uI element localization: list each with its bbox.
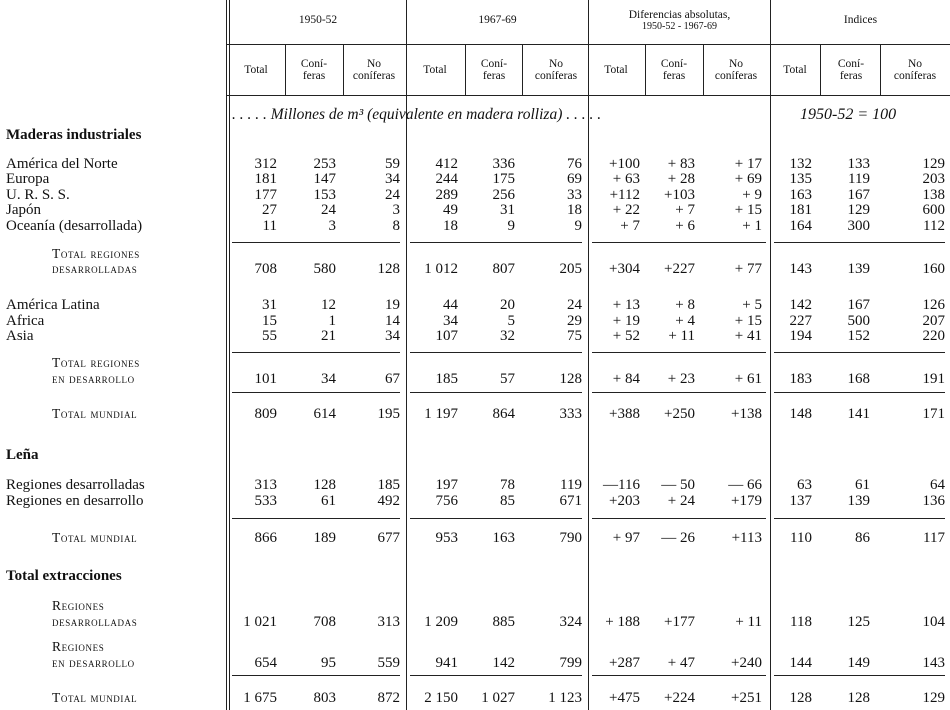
group-header-diff [589, 9, 770, 33]
table-cell: 152 [847, 328, 870, 344]
table-cell: 27 [262, 202, 277, 218]
table-cell: 125 [847, 614, 870, 630]
table-cell: +113 [731, 530, 762, 546]
column-header [342, 58, 406, 82]
table-cell: 185 [377, 477, 400, 493]
table-cell: 220 [922, 328, 945, 344]
table-cell: 12 [321, 297, 336, 313]
table-cell: 147 [313, 171, 336, 187]
column-header-line1: Total [423, 64, 447, 76]
table-cell: 197 [435, 477, 458, 493]
table-cell: 86 [855, 530, 870, 546]
row-label-total-mundial-industrial: Total mundial [52, 406, 138, 421]
table-cell: 24 [385, 187, 400, 203]
table-cell: + 77 [734, 261, 762, 277]
table-cell: + 11 [668, 328, 695, 344]
subtotal-rule [774, 242, 945, 243]
units-right: 1950-52 = 100 [800, 106, 897, 123]
column-header [763, 64, 827, 76]
table-cell: 117 [923, 530, 945, 546]
table-cell: 5 [507, 313, 515, 329]
section-title-total-extracciones: Total extracciones [6, 568, 122, 584]
table-cell: 500 [847, 313, 870, 329]
column-header-line1: Total [244, 64, 268, 76]
table-cell: 57 [500, 371, 515, 387]
table-cell: 128 [847, 690, 870, 706]
column-header-line1: Coní- [660, 58, 688, 70]
table-cell: 136 [922, 493, 945, 509]
column-header-line2: coníferas [352, 70, 396, 82]
table-cell: 191 [922, 371, 945, 387]
column-header-line1: No [548, 58, 564, 70]
table-cell: 185 [435, 371, 458, 387]
table-cell: +475 [609, 690, 640, 706]
table-cell: + 28 [667, 171, 695, 187]
column-header-line2: feras [839, 70, 863, 82]
subtotal-rule [592, 675, 766, 676]
table-cell: 799 [559, 655, 582, 671]
table-cell: 312 [254, 156, 277, 172]
column-header-line1: No [728, 58, 744, 70]
table-cell: 133 [847, 156, 870, 172]
table-cell: 129 [847, 202, 870, 218]
group-header-indices: Indices [843, 14, 878, 26]
table-cell: 128 [313, 477, 336, 493]
row-label-total-mundial-lena: Total mundial [52, 530, 138, 545]
table-cell: 55 [262, 328, 277, 344]
table-cell: 67 [385, 371, 400, 387]
table-cell: 20 [500, 297, 515, 313]
table-cell: 18 [567, 202, 582, 218]
table-cell: 132 [789, 156, 812, 172]
table-cell: + 52 [612, 328, 640, 344]
column-header [282, 58, 346, 82]
group-header-1950: 1950-52 [298, 14, 338, 26]
row-label-africa: Africa [6, 313, 45, 329]
column-header [584, 64, 648, 76]
table-cell: 129 [922, 690, 945, 706]
table-cell: 15 [262, 313, 277, 329]
table-cell: 128 [559, 371, 582, 387]
section-title-lena: Leña [6, 447, 39, 463]
column-header [883, 58, 947, 82]
rule-h-cols [226, 95, 950, 96]
table-cell: 34 [385, 171, 400, 187]
table-cell: 207 [922, 313, 945, 329]
column-header-line1: Coní- [480, 58, 508, 70]
table-cell: 44 [443, 297, 458, 313]
table-cell: 807 [492, 261, 515, 277]
table-cell: + 97 [612, 530, 640, 546]
table-cell: 135 [789, 171, 812, 187]
table-cell: 195 [377, 406, 400, 422]
table-cell: 1 027 [481, 690, 515, 706]
column-header [224, 64, 288, 76]
table-cell: 941 [435, 655, 458, 671]
table-cell: + 47 [667, 655, 695, 671]
table-cell: 59 [385, 156, 400, 172]
table-cell: 189 [313, 530, 336, 546]
row-label-ext-desarrolladas-1: Regiones [52, 598, 105, 613]
column-header-line2: coníferas [714, 70, 758, 82]
column-header [403, 64, 467, 76]
subtotal-rule [592, 352, 766, 353]
row-label-total-desarrolladas-1: Total regiones [52, 246, 140, 261]
table-cell: 167 [847, 297, 870, 313]
row-label-japon: Japón [6, 202, 41, 218]
table-cell: + 63 [612, 171, 640, 187]
table-cell: 95 [321, 655, 336, 671]
table-cell: 864 [492, 406, 515, 422]
table-cell: 34 [321, 371, 336, 387]
table-cell: 144 [789, 655, 812, 671]
table-cell: +227 [664, 261, 695, 277]
table-cell: + 19 [612, 313, 640, 329]
table-cell: 33 [567, 187, 582, 203]
table-cell: 139 [847, 261, 870, 277]
table-cell: 163 [789, 187, 812, 203]
table-cell: 18 [443, 218, 458, 234]
table-cell: 19 [385, 297, 400, 313]
table-cell: 580 [313, 261, 336, 277]
table-cell: + 15 [734, 202, 762, 218]
table-cell: 76 [567, 156, 582, 172]
row-label-lena-desarrolladas: Regiones desarrolladas [6, 477, 145, 493]
table-cell: 2 150 [424, 690, 458, 706]
table-cell: + 83 [667, 156, 695, 172]
row-label-america-latina: América Latina [6, 297, 100, 313]
table-cell: 790 [559, 530, 582, 546]
table-cell: 31 [262, 297, 277, 313]
table-cell: +103 [664, 187, 695, 203]
rule-h-groups [226, 44, 950, 45]
table-cell: 128 [789, 690, 812, 706]
row-label-total-desarrollo-1: Total regiones [52, 355, 140, 370]
column-header-line1: Total [604, 64, 628, 76]
table-cell: 119 [560, 477, 582, 493]
table-cell: 3 [328, 218, 336, 234]
table-cell: 163 [492, 530, 515, 546]
subtotal-rule [232, 392, 400, 393]
table-cell: 708 [254, 261, 277, 277]
table-cell: 492 [377, 493, 400, 509]
table-cell: 142 [492, 655, 515, 671]
column-header-line1: Total [783, 64, 807, 76]
table-cell: 3 [392, 202, 400, 218]
table-cell: 107 [435, 328, 458, 344]
row-label-oceania: Oceanía (desarrollada) [6, 218, 143, 234]
table-cell: 256 [492, 187, 515, 203]
table-cell: 194 [789, 328, 812, 344]
row-label-america-norte: América del Norte [6, 156, 118, 172]
table-cell: 1 675 [243, 690, 277, 706]
table-cell: 866 [254, 530, 277, 546]
table-cell: 21 [321, 328, 336, 344]
subtotal-rule [774, 352, 945, 353]
table-cell: +100 [609, 156, 640, 172]
table-cell: 14 [385, 313, 400, 329]
table-cell: 119 [848, 171, 870, 187]
column-header [642, 58, 706, 82]
table-cell: 412 [435, 156, 458, 172]
column-header-line2: feras [482, 70, 506, 82]
table-cell: +203 [609, 493, 640, 509]
table-cell: 78 [500, 477, 515, 493]
row-label-total-mundial-ext: Total mundial [52, 690, 138, 705]
table-cell: + 11 [735, 614, 762, 630]
table-cell: +287 [609, 655, 640, 671]
table-cell: 708 [313, 614, 336, 630]
table-cell: +179 [731, 493, 762, 509]
table-cell: 112 [923, 218, 945, 234]
table-cell: 205 [559, 261, 582, 277]
column-header-line1: Coní- [837, 58, 865, 70]
table-cell: + 24 [667, 493, 695, 509]
table-cell: 171 [922, 406, 945, 422]
table-cell: 129 [922, 156, 945, 172]
table-cell: 85 [500, 493, 515, 509]
rule-v-left-double [229, 0, 230, 710]
table-cell: 1 012 [424, 261, 458, 277]
table-cell: 149 [847, 655, 870, 671]
table-cell: 75 [567, 328, 582, 344]
table-cell: 139 [847, 493, 870, 509]
column-header [819, 58, 883, 82]
table-cell: 69 [567, 171, 582, 187]
table-cell: 1 021 [243, 614, 277, 630]
table-cell: + 61 [734, 371, 762, 387]
table-cell: 101 [254, 371, 277, 387]
table-cell: +224 [664, 690, 695, 706]
row-label-urss: U. R. S. S. [6, 187, 70, 203]
table-cell: 756 [435, 493, 458, 509]
subtotal-rule [774, 392, 945, 393]
table-cell: 803 [313, 690, 336, 706]
table-cell: 333 [559, 406, 582, 422]
column-header-line1: No [907, 58, 923, 70]
table-cell: 559 [377, 655, 400, 671]
table-cell: 183 [789, 371, 812, 387]
row-label-total-desarrolladas-2: desarrolladas [52, 261, 138, 276]
group-header-1967: 1967-69 [478, 14, 517, 26]
table-cell: 143 [922, 655, 945, 671]
table-cell: 137 [789, 493, 812, 509]
table-cell: 24 [321, 202, 336, 218]
table-cell: 654 [254, 655, 277, 671]
table-cell: + 4 [675, 313, 695, 329]
group-header-diff-line2: 1950-52 - 1967-69 [642, 21, 717, 32]
table-cell: 175 [492, 171, 515, 187]
table-cell: 1 197 [424, 406, 458, 422]
rule-v-group4 [770, 0, 771, 710]
column-header-line2: feras [662, 70, 686, 82]
table-cell: 104 [922, 614, 945, 630]
table-cell: 614 [313, 406, 336, 422]
table-cell: 34 [443, 313, 458, 329]
column-header [462, 58, 526, 82]
table-cell: 61 [855, 477, 870, 493]
table-cell: — 26 [661, 530, 695, 546]
table-cell: + 69 [734, 171, 762, 187]
table-cell: 244 [435, 171, 458, 187]
table-cell: 141 [847, 406, 870, 422]
table-cell: 313 [254, 477, 277, 493]
table-cell: 336 [492, 156, 515, 172]
table-cell: 63 [797, 477, 812, 493]
column-header [704, 58, 768, 82]
table-cell: + 7 [675, 202, 695, 218]
subtotal-rule [592, 518, 766, 519]
subtotal-rule [410, 392, 582, 393]
table-cell: + 188 [605, 614, 640, 630]
table-cell: +138 [731, 406, 762, 422]
table-cell: + 7 [620, 218, 640, 234]
row-label-ext-desarrolladas-2: desarrolladas [52, 614, 138, 629]
table-cell: 1 209 [424, 614, 458, 630]
table-cell: +112 [609, 187, 640, 203]
table-cell: 253 [313, 156, 336, 172]
subtotal-rule [410, 518, 582, 519]
group-header-diff-line1: Diferencias absolutas, [628, 9, 731, 21]
table-cell: 203 [922, 171, 945, 187]
column-header-line2: coníferas [534, 70, 578, 82]
table-cell: 148 [789, 406, 812, 422]
table-cell: 34 [385, 328, 400, 344]
subtotal-rule [410, 242, 582, 243]
subtotal-rule [232, 242, 400, 243]
table-cell: 9 [507, 218, 515, 234]
section-title-industrial: Maderas industriales [6, 127, 142, 143]
subtotal-rule [232, 352, 400, 353]
table-cell: 677 [377, 530, 400, 546]
table-cell: 168 [847, 371, 870, 387]
table-cell: + 15 [734, 313, 762, 329]
table-cell: + 1 [742, 218, 762, 234]
row-label-ext-desarrollo-2: en desarrollo [52, 655, 135, 670]
row-label-europa: Europa [6, 171, 50, 187]
table-cell: 809 [254, 406, 277, 422]
column-header-line2: coníferas [893, 70, 937, 82]
table-cell: +250 [664, 406, 695, 422]
table-cell: 164 [789, 218, 812, 234]
table-cell: + 22 [612, 202, 640, 218]
table-cell: 533 [254, 493, 277, 509]
table-cell: + 13 [612, 297, 640, 313]
table-cell: 1 123 [548, 690, 582, 706]
table-cell: 31 [500, 202, 515, 218]
table-cell: + 6 [675, 218, 695, 234]
table-cell: 142 [789, 297, 812, 313]
table-cell: 324 [559, 614, 582, 630]
table-cell: 885 [492, 614, 515, 630]
table-cell: 181 [254, 171, 277, 187]
table-cell: 313 [377, 614, 400, 630]
table-cell: 126 [922, 297, 945, 313]
table-cell: + 23 [667, 371, 695, 387]
table-cell: 8 [392, 218, 400, 234]
table-cell: 128 [377, 261, 400, 277]
rule-v-left [226, 0, 227, 710]
table-cell: 300 [847, 218, 870, 234]
table-cell: 177 [254, 187, 277, 203]
subtotal-rule [592, 242, 766, 243]
row-label-ext-desarrollo-1: Regiones [52, 639, 105, 654]
table-cell: + 41 [734, 328, 762, 344]
subtotal-rule [232, 518, 400, 519]
subtotal-rule [774, 518, 945, 519]
subtotal-rule [774, 675, 945, 676]
table-cell: 143 [789, 261, 812, 277]
column-header-line2: feras [302, 70, 326, 82]
table-cell: + 8 [675, 297, 695, 313]
subtotal-rule [592, 392, 766, 393]
subtotal-rule [410, 675, 582, 676]
column-header-line1: No [366, 58, 382, 70]
table-cell: 872 [377, 690, 400, 706]
table-cell: 32 [500, 328, 515, 344]
table-cell: 9 [574, 218, 582, 234]
subtotal-rule [232, 675, 400, 676]
table-cell: 110 [790, 530, 812, 546]
table-cell: 64 [930, 477, 945, 493]
table-cell: —116 [603, 477, 640, 493]
table-cell: — 50 [661, 477, 695, 493]
table-cell: 29 [567, 313, 582, 329]
table-cell: 61 [321, 493, 336, 509]
table-cell: +177 [664, 614, 695, 630]
units-left: . . . . . Millones de m³ (equivalente en madera rolliza) . . . . . [232, 106, 602, 123]
table-cell: +240 [731, 655, 762, 671]
table-cell: 167 [847, 187, 870, 203]
row-label-total-desarrollo-2: en desarrollo [52, 371, 135, 386]
table-cell: 160 [922, 261, 945, 277]
row-label-lena-desarrollo: Regiones en desarrollo [6, 493, 144, 509]
column-header-line1: Coní- [300, 58, 328, 70]
table-cell: + 84 [612, 371, 640, 387]
table-cell: 49 [443, 202, 458, 218]
table-cell: +388 [609, 406, 640, 422]
table-cell: + 9 [742, 187, 762, 203]
table-cell: — 66 [728, 477, 762, 493]
table-cell: 118 [790, 614, 812, 630]
table-cell: 11 [262, 218, 277, 234]
table-cell: +304 [609, 261, 640, 277]
table-cell: + 17 [734, 156, 762, 172]
table-cell: + 5 [742, 297, 762, 313]
table-cell: 953 [435, 530, 458, 546]
table-cell: 181 [789, 202, 812, 218]
column-header [524, 58, 588, 82]
table-cell: 289 [435, 187, 458, 203]
subtotal-rule [410, 352, 582, 353]
table-cell: 671 [559, 493, 582, 509]
row-label-asia: Asia [6, 328, 34, 344]
table-cell: 24 [567, 297, 582, 313]
table-cell: 227 [789, 313, 812, 329]
table-cell: +251 [731, 690, 762, 706]
table-cell: 600 [922, 202, 945, 218]
table-cell: 138 [922, 187, 945, 203]
table-cell: 1 [328, 313, 336, 329]
table-cell: 153 [313, 187, 336, 203]
